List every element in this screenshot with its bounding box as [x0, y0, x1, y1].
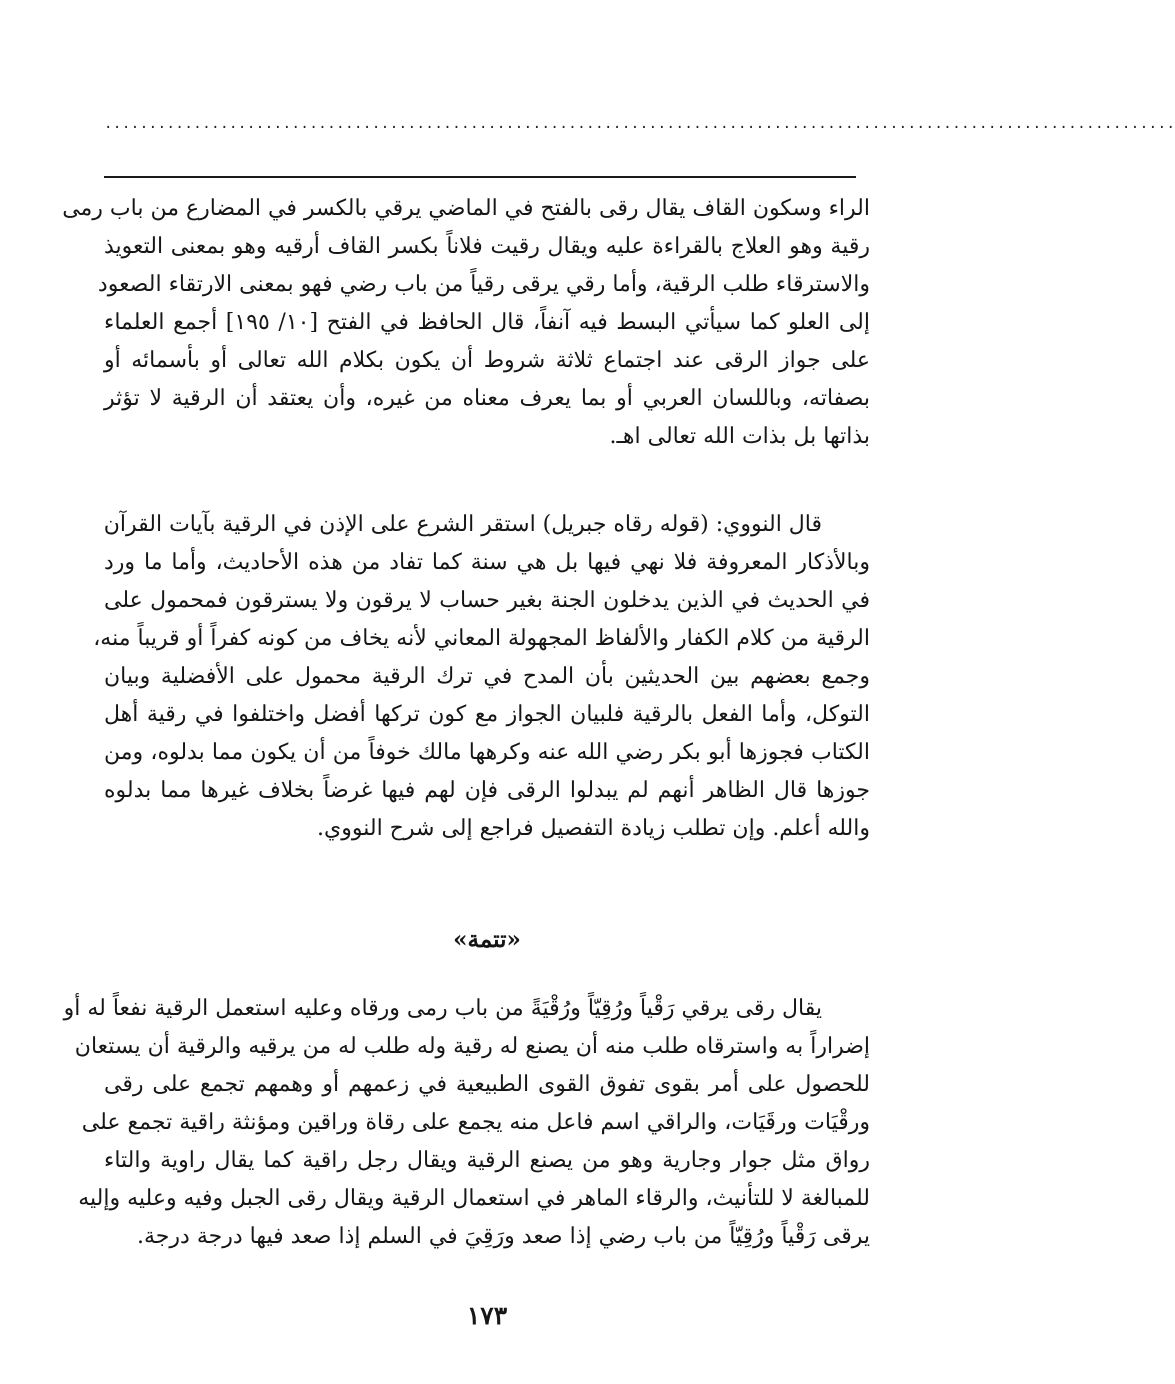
text-line: رقية وهو العلاج بالقراءة عليه ويقال رقيت فلاناً بكسر القاف أرقيه وهو بمعنى التعويذ — [104, 234, 870, 259]
text-line: في الحديث في الذين يدخلون الجنة بغير حساب لا يرقون ولا يسترقون فمحمول على — [104, 588, 870, 613]
tatimma-paragraph — [63, 990, 870, 1256]
separator-dots: ........................................................................................................................ — [104, 116, 1175, 132]
text-line: إلى العلو كما سيأتي البسط فيه آنفاً، قال الحافظ في الفتح [١٠/ ١٩٥] أجمع العلماء — [104, 310, 871, 335]
text-line: الراء وسكون القاف يقال رقى بالفتح في الماضي يرقي بالكسر في المضارع من باب رمى — [62, 196, 870, 221]
text-line: والله أعلم. وإن تطلب زيادة التفصيل فراجع إلى شرح النووي. — [317, 816, 870, 841]
text-line: بذاتها بل بذات الله تعالى اهـ. — [609, 424, 870, 449]
text-line: الكتاب فجوزها أبو بكر رضي الله عنه وكرهها مالك خوفاً من أن يكون مما بدلوه، ومن — [104, 740, 870, 765]
text-line: وبالأذكار المعروفة فلا نهي فيها بل هي سنة كما تفاد من هذه الأحاديث، وأما ما ورد — [104, 550, 870, 575]
footnote-rule — [104, 176, 856, 178]
text-line: بصفاته، وباللسان العربي أو بما يعرف معناه من غيره، وأن يعتقد أن الرقية لا تؤثر — [104, 386, 870, 411]
text-line: والاسترقاء طلب الرقية، وأما رقي يرقى رقياً من باب رضي فهو بمعنى الارتقاء الصعود — [97, 272, 870, 297]
text-line: رواق مثل جوار وجارية وهو من يصنع الرقية ويقال رجل راقية كما يقال راوية والتاء — [104, 1148, 870, 1173]
text-line: على جواز الرقى عند اجتماع ثلاثة شروط أن يكون بكلام الله تعالى أو بأسمائه أو — [104, 348, 870, 373]
text-line: التوكل، وأما الفعل بالرقية فلبيان الجواز مع كون تركها أفضل واختلفوا في رقية أهل — [104, 702, 870, 727]
text-line: ورقْيَات ورقَيَات، والراقي اسم فاعل منه يجمع على رقاة وراقين ومؤنثة راقية تجمع على — [81, 1110, 870, 1135]
section-heading: «تتمة» — [453, 926, 521, 953]
text-line: الرقية من كلام الكفار والألفاظ المجهولة المعاني لأنه يخاف من كونه كفراً أو قريباً منه، — [93, 626, 870, 651]
text-line: يقال رقى يرقي رَقْياً ورُقِيّاً ورُقْيَةً من باب رمى ورقاه وعليه استعمل الرقية نفعاً له أو — [63, 996, 822, 1021]
text-line: قال النووي: (قوله رقاه جبريل) استقر الشرع على الإذن في الرقية بآيات القرآن — [103, 512, 822, 537]
footnote-paragraph — [62, 190, 871, 456]
text-line: جوزها قال الظاهر أنهم لم يبدلوا الرقى فإن لهم فيها غرضاً بخلاف غيرها مما بدلوه — [104, 778, 870, 803]
text-line: للمبالغة لا للتأنيث، والرقاء الماهر في استعمال الرقية ويقال رقى الجبل وفيه وعليه وإليه — [78, 1186, 870, 1211]
text-line: إضراراً به واسترقاه طلب منه أن يصنع له رقية وله طلب له من يرقيه والرقية أن يستعان — [74, 1034, 870, 1059]
nawawi-paragraph — [93, 506, 870, 848]
text-line: يرقى رَقْياً ورُقِيّاً من باب رضي إذا صعد ورَقِيَ في السلم إذا صعد فيها درجة درجة. — [137, 1224, 870, 1249]
text-line: للحصول على أمر بقوى تفوق القوى الطبيعية في زعمهم أو وهمهم تجمع على رقى — [104, 1072, 870, 1097]
text-line: وجمع بعضهم بين الحديثين بأن المدح في ترك الرقية محمول على الأفضلية وبيان — [104, 664, 870, 689]
page-number: ١٧٣ — [466, 1301, 508, 1330]
